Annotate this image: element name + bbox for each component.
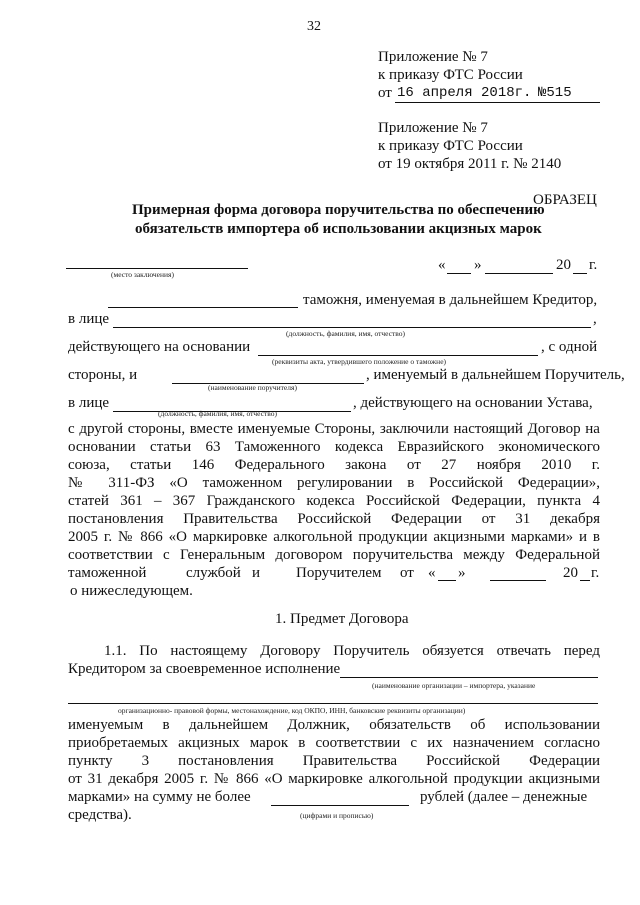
annex-new-line1: Приложение № 7 bbox=[378, 49, 488, 65]
caption-importer: (наименование организации – импортера, указание bbox=[372, 681, 536, 690]
in-person-blank bbox=[113, 327, 591, 328]
section1-line-1: именуемым в дальнейшем Должник, обязательств об использовании bbox=[68, 717, 600, 733]
customs-text: таможня, именуемая в дальнейшем Кредитор, bbox=[303, 292, 598, 308]
para1-line-3: союза, статьи 146 Федерального закона от 27 ноября 2010 г. bbox=[68, 457, 600, 473]
customs-blank bbox=[108, 307, 298, 308]
para1-final: о нижеследующем. bbox=[70, 583, 193, 599]
gd-year-suffix: г. bbox=[591, 565, 600, 581]
annex-new-number: №515 bbox=[538, 85, 572, 101]
last-word-service: службой bbox=[186, 565, 241, 581]
para1-line-5: статей 361 – 367 Гражданского кодекса Российской Федерации, пункта 4 bbox=[68, 493, 600, 509]
sample-stamp: ОБРАЗЕЦ bbox=[533, 192, 597, 208]
caption-position: (должность, фамилия, имя, отчество) bbox=[286, 329, 406, 338]
acting-charter-text: , действующего на основании Устава, bbox=[353, 395, 593, 411]
caption-regulation: (реквизиты акта, утвердившего положение о таможне) bbox=[272, 357, 447, 366]
place-caption: (место заключения) bbox=[111, 270, 174, 279]
section1-line-3: пункту 3 постановления Правительства Российской Федерации bbox=[68, 753, 600, 769]
sum-prefix: марками» на сумму не более bbox=[68, 789, 251, 805]
in-person-comma: , bbox=[593, 311, 597, 327]
year-suffix: г. bbox=[589, 257, 598, 273]
date-day-blank bbox=[447, 273, 471, 274]
sum-blank bbox=[271, 805, 409, 806]
acting-basis-blank bbox=[258, 355, 538, 356]
date-quote-open: « bbox=[438, 257, 446, 273]
place-blank bbox=[66, 268, 248, 269]
annex-old-line1: Приложение № 7 bbox=[378, 120, 488, 136]
guarantor-named-text: , именуемый в дальнейшем Поручитель, bbox=[366, 367, 625, 383]
para1-line-6: постановления Правительства Российской Федерации от 31 декабря bbox=[68, 511, 600, 527]
date-year-blank bbox=[573, 273, 587, 274]
annex-old-line2: к приказу ФТС России bbox=[378, 138, 523, 154]
caption-guarantor: (наименование поручителя) bbox=[208, 383, 297, 392]
importer-blank2 bbox=[68, 703, 598, 704]
gd-year-blank bbox=[580, 580, 590, 581]
section1-p1-line1: 1.1. По настоящему Договору Поручитель обязуется отвечать перед bbox=[104, 643, 600, 659]
gd-date-quote-open: « bbox=[428, 565, 436, 581]
gd-day-blank bbox=[438, 580, 456, 581]
para1-line-4: № 311-ФЗ «О таможенном регулировании в Российской Федерации», bbox=[68, 475, 600, 491]
para1-line-2: основании статьи 63 Таможенного кодекса Евразийского экономического bbox=[68, 439, 600, 455]
last-word-customs: таможенной bbox=[68, 565, 147, 581]
in-person-label: в лице bbox=[68, 311, 110, 327]
acting-basis-label: действующего на основании bbox=[68, 339, 251, 355]
one-side-text: , с одной bbox=[541, 339, 598, 355]
caption-sum: (цифрами и прописью) bbox=[300, 811, 374, 820]
page-number: 32 bbox=[307, 19, 321, 34]
section1-p1-line2: Кредитором за своевременное исполнение bbox=[68, 661, 341, 677]
last-word-guarantor: Поручителем bbox=[296, 565, 382, 581]
para1-line-8: соответствии с Генеральным договором поручительства между Федеральной bbox=[68, 547, 600, 563]
date-quote-close: » bbox=[474, 257, 482, 273]
last-word-and: и bbox=[252, 565, 261, 581]
para1-line-1: с другой стороны, вместе именуемые Стороны, заключили настоящий Договор на bbox=[68, 421, 600, 437]
title-line2: обязательств импортера об использовании акцизных марок bbox=[135, 221, 542, 237]
title-line1: Примерная форма договора поручительства по обеспечению bbox=[132, 202, 545, 218]
side-and-label: стороны, и bbox=[68, 367, 138, 383]
in-person2-label: в лице bbox=[68, 395, 110, 411]
section1-heading: 1. Предмет Договора bbox=[275, 611, 409, 627]
section1-line-4: от 31 декабря 2005 г. № 866 «О маркировке алкогольной продукции акцизными bbox=[68, 771, 600, 787]
gd-year-prefix: 20 bbox=[563, 565, 578, 581]
year-prefix: 20 bbox=[556, 257, 571, 273]
section1-line-2: приобретаемых акцизных марок в соответствии с их назначением согласно bbox=[68, 735, 600, 751]
para1-line-7: 2005 г. № 866 «О маркировке алкогольной продукции акцизными марками» и в bbox=[68, 529, 600, 545]
gd-date-quote-close: » bbox=[458, 565, 466, 581]
caption-importer2: организационно- правовой формы, местонахождение, код ОКПО, ИНН, банковские реквизиты организации) bbox=[118, 706, 466, 715]
caption-position2: (должность, фамилия, имя, отчество) bbox=[158, 409, 278, 418]
importer-blank bbox=[340, 677, 598, 678]
sum-suffix: рублей (далее – денежные bbox=[420, 789, 588, 805]
annex-old-line3: от 19 октября 2011 г. № 2140 bbox=[378, 156, 562, 172]
last-word-from: от bbox=[400, 565, 414, 581]
funds-text: средства). bbox=[68, 807, 132, 823]
annex-new-line2: к приказу ФТС России bbox=[378, 67, 523, 83]
date-month-blank bbox=[485, 273, 553, 274]
annex-new-date: 16 апреля 2018г. bbox=[397, 85, 532, 101]
annex-new-from: от bbox=[378, 85, 392, 101]
annex-new-underline bbox=[395, 102, 600, 103]
gd-month-blank bbox=[490, 580, 546, 581]
